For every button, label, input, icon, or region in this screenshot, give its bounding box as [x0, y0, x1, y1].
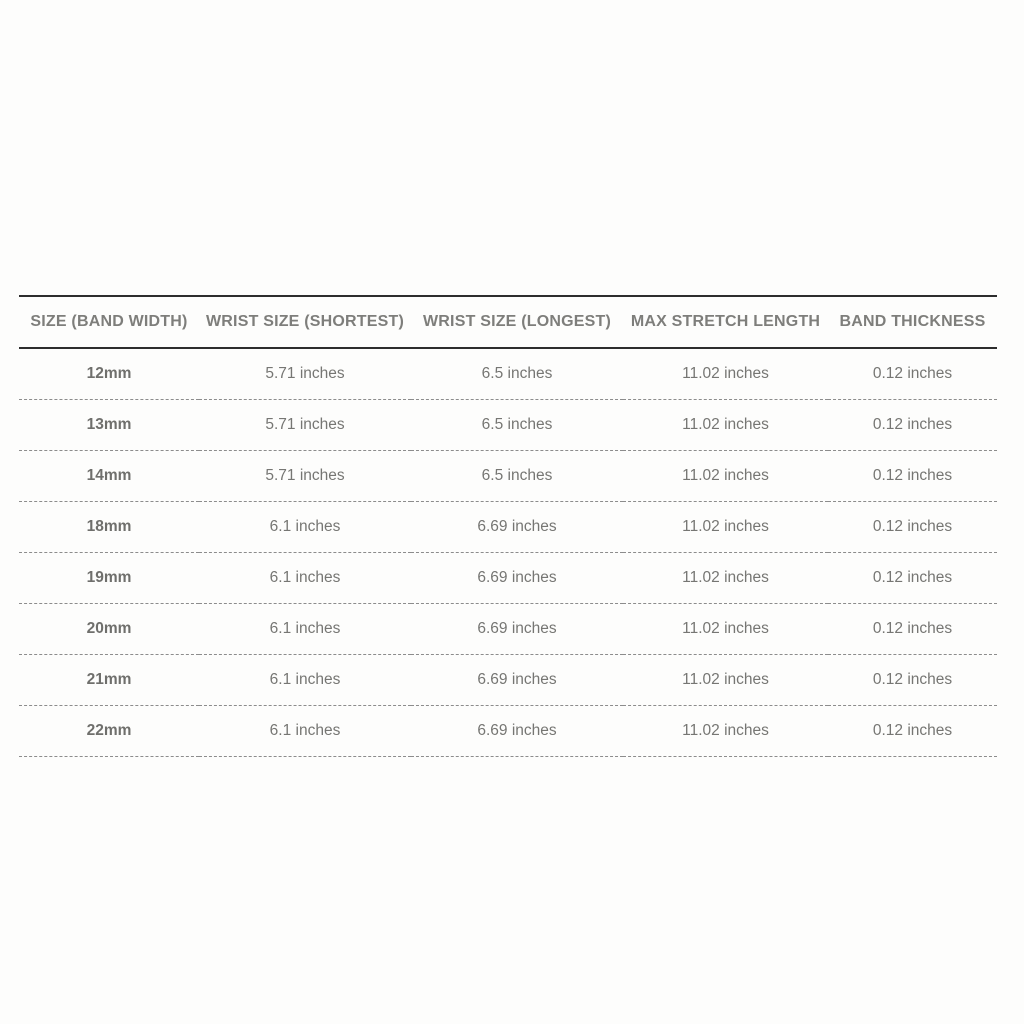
- cell-size: 12mm: [19, 348, 199, 400]
- header-size-band-width: SIZE (BAND WIDTH): [19, 296, 199, 348]
- table-row: [19, 553, 997, 604]
- cell-max-stretch: 11.02 inches: [623, 502, 828, 553]
- cell-wrist-longest: 6.5 inches: [411, 400, 623, 451]
- cell-max-stretch: 11.02 inches: [623, 553, 828, 604]
- table-row: [19, 400, 997, 451]
- cell-wrist-longest: 6.69 inches: [411, 706, 623, 757]
- size-chart: [19, 295, 997, 757]
- cell-wrist-longest: 6.69 inches: [411, 604, 623, 655]
- header-band-thickness: BAND THICKNESS: [828, 296, 997, 348]
- cell-wrist-longest: 6.5 inches: [411, 348, 623, 400]
- table-row: [19, 451, 997, 502]
- cell-size: 19mm: [19, 553, 199, 604]
- cell-max-stretch: 11.02 inches: [623, 655, 828, 706]
- header-row: [19, 296, 997, 348]
- cell-wrist-shortest: 6.1 inches: [199, 655, 411, 706]
- header-wrist-size-longest: WRIST SIZE (LONGEST): [411, 296, 623, 348]
- cell-thickness: 0.12 inches: [828, 604, 997, 655]
- table-header: [19, 296, 997, 348]
- cell-size: 18mm: [19, 502, 199, 553]
- cell-max-stretch: 11.02 inches: [623, 400, 828, 451]
- cell-thickness: 0.12 inches: [828, 400, 997, 451]
- cell-wrist-shortest: 5.71 inches: [199, 451, 411, 502]
- cell-max-stretch: 11.02 inches: [623, 706, 828, 757]
- cell-size: 13mm: [19, 400, 199, 451]
- header-wrist-size-shortest: WRIST SIZE (SHORTEST): [199, 296, 411, 348]
- table-row: [19, 502, 997, 553]
- table-row: [19, 655, 997, 706]
- cell-size: 21mm: [19, 655, 199, 706]
- cell-size: 22mm: [19, 706, 199, 757]
- cell-wrist-shortest: 6.1 inches: [199, 502, 411, 553]
- cell-wrist-longest: 6.69 inches: [411, 553, 623, 604]
- cell-wrist-longest: 6.5 inches: [411, 451, 623, 502]
- cell-wrist-longest: 6.69 inches: [411, 655, 623, 706]
- cell-thickness: 0.12 inches: [828, 348, 997, 400]
- cell-thickness: 0.12 inches: [828, 502, 997, 553]
- cell-wrist-shortest: 5.71 inches: [199, 400, 411, 451]
- table-row: [19, 348, 997, 400]
- table-row: [19, 604, 997, 655]
- cell-wrist-longest: 6.69 inches: [411, 502, 623, 553]
- cell-thickness: 0.12 inches: [828, 655, 997, 706]
- cell-wrist-shortest: 6.1 inches: [199, 706, 411, 757]
- cell-wrist-shortest: 5.71 inches: [199, 348, 411, 400]
- cell-thickness: 0.12 inches: [828, 553, 997, 604]
- size-chart-table: [19, 295, 997, 757]
- cell-max-stretch: 11.02 inches: [623, 348, 828, 400]
- cell-size: 14mm: [19, 451, 199, 502]
- cell-max-stretch: 11.02 inches: [623, 604, 828, 655]
- cell-max-stretch: 11.02 inches: [623, 451, 828, 502]
- cell-wrist-shortest: 6.1 inches: [199, 553, 411, 604]
- cell-size: 20mm: [19, 604, 199, 655]
- table-row: [19, 706, 997, 757]
- cell-thickness: 0.12 inches: [828, 706, 997, 757]
- header-max-stretch-length: MAX STRETCH LENGTH: [623, 296, 828, 348]
- table-body: [19, 348, 997, 757]
- cell-thickness: 0.12 inches: [828, 451, 997, 502]
- cell-wrist-shortest: 6.1 inches: [199, 604, 411, 655]
